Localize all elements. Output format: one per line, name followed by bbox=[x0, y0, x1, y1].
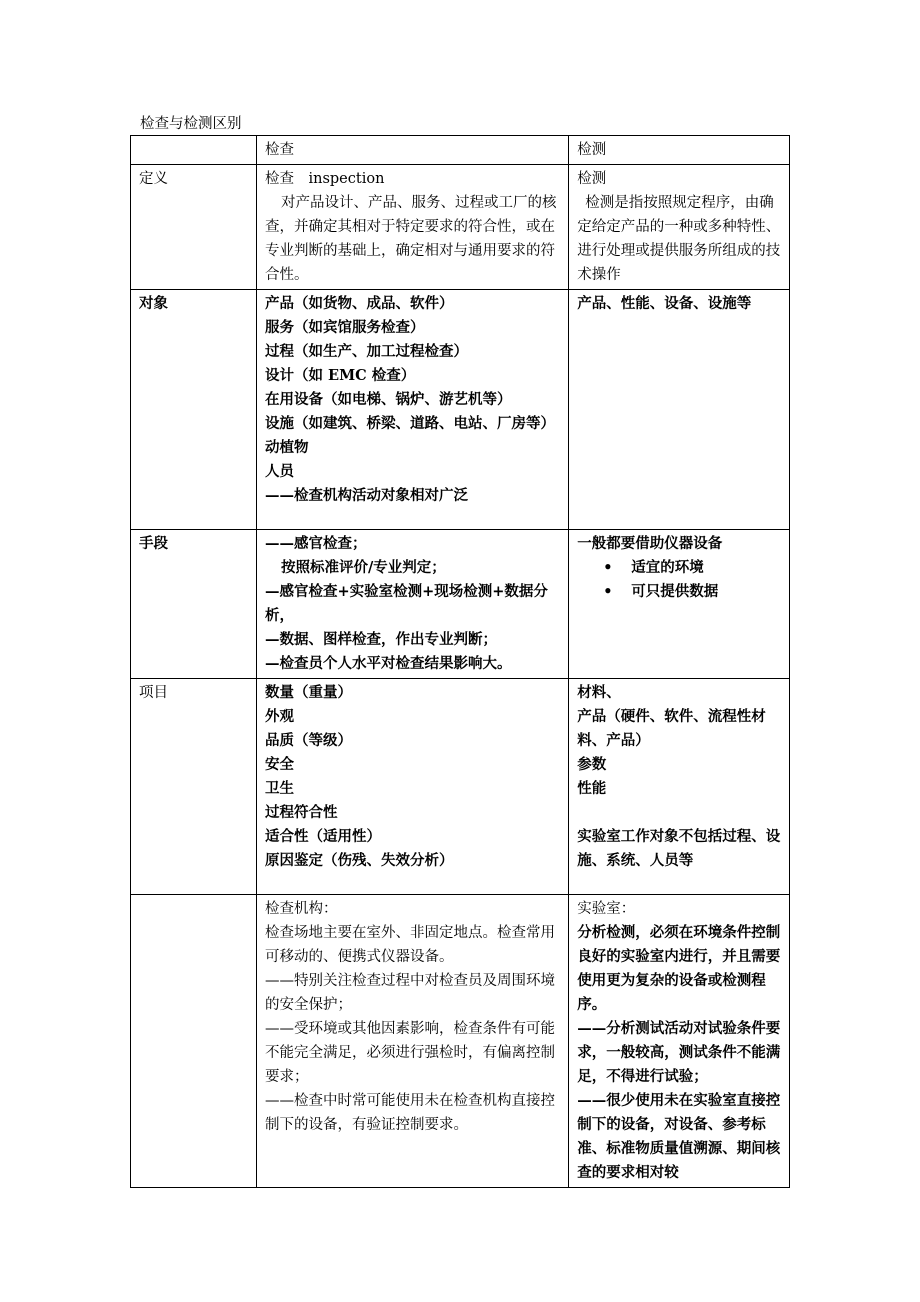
list-item: ——感官检查； bbox=[264, 535, 367, 552]
definition-testing-body: 检测是指按照规定程序，由确定给定产品的一种或多种特性、进行处理或提供服务所组成的技术操作 bbox=[577, 195, 781, 283]
facility-testing-cell bbox=[569, 895, 790, 1188]
items-inspection-cell bbox=[256, 679, 568, 895]
method-testing-cell bbox=[569, 530, 790, 679]
list-item: 一般都要借助仪器设备 bbox=[577, 535, 723, 552]
list-item: ——分析测试活动对试验条件要求，一般较高，测试条件不能满足，不得进行试验； bbox=[577, 1020, 781, 1085]
list-item: 过程符合性 bbox=[264, 804, 338, 821]
list-item: 设施（如建筑、桥梁、道路、电站、厂房等） bbox=[264, 415, 555, 432]
list-item: ——受环境或其他因素影响，检查条件有可能不能完全满足，必须进行强检时，有偏离控制要求； bbox=[264, 1021, 555, 1085]
list-item: 实验室工作对象不包括过程、设施、系统、人员等 bbox=[577, 828, 781, 869]
row-label: 项目 bbox=[131, 679, 257, 895]
bullet-dot-icon: • bbox=[603, 583, 613, 600]
list-item: 分析检测，必须在环境条件控制良好的实验室内进行，并且需要使用更为复杂的设备或检测程序。 bbox=[577, 924, 781, 1013]
list-item: 实验室： bbox=[577, 901, 636, 917]
list-item: 外观 bbox=[264, 708, 294, 725]
list-item: 过程（如生产、加工过程检查） bbox=[264, 343, 468, 360]
list-item-spacer bbox=[577, 801, 783, 825]
bullet-item bbox=[577, 580, 783, 604]
list-item: 检查机构： bbox=[264, 901, 338, 917]
header-cell-empty bbox=[131, 136, 257, 165]
list-item: 品质（等级） bbox=[264, 732, 352, 749]
table-row-items bbox=[131, 679, 790, 895]
list-item: ——特别关注检查过程中对检查员及周围环境的安全保护； bbox=[264, 973, 555, 1013]
list-item: 适合性（适用性） bbox=[264, 828, 381, 845]
list-item: 原因鉴定（伤残、失效分析） bbox=[264, 852, 454, 869]
list-item: 在用设备（如电梯、锅炉、游艺机等） bbox=[264, 391, 512, 408]
list-item: ——检查机构活动对象相对广泛 bbox=[264, 487, 468, 504]
object-testing-cell bbox=[569, 290, 790, 530]
list-item: 检查场地主要在室外、非固定地点。检查常用可移动的、便携式仪器设备。 bbox=[264, 925, 555, 965]
list-item: ——检查中时常可能使用未在检查机构直接控制下的设备，有验证控制要求。 bbox=[264, 1093, 555, 1133]
list-item: 参数 bbox=[577, 756, 607, 773]
list-item: 产品、性能、设备、设施等 bbox=[577, 295, 752, 312]
bullet-dot-icon: • bbox=[603, 559, 613, 576]
table-row-definition bbox=[131, 165, 790, 290]
header-cell-inspection: 检查 bbox=[256, 136, 568, 165]
list-item: ——很少使用未在实验室直接控制下的设备，对设备、参考标准、标准物质量值溯源、期间核查的要求相对较 bbox=[577, 1092, 781, 1181]
row-label: 定义 bbox=[131, 165, 257, 290]
page-title: 检查与检测区别 bbox=[140, 116, 242, 132]
row-label: 手段 bbox=[131, 530, 257, 679]
header-cell-testing: 检测 bbox=[569, 136, 790, 165]
table-row-object bbox=[131, 290, 790, 530]
comparison-table bbox=[130, 135, 790, 1188]
facility-inspection-cell bbox=[256, 895, 568, 1188]
bullet-text: 可只提供数据 bbox=[631, 583, 719, 600]
bullet-item bbox=[577, 556, 783, 580]
definition-inspection-body: 对产品设计、产品、服务、过程或工厂的核查，并确定其相对于特定要求的符合性，或在专业判断的基础上，确定相对与通用要求的符合性。 bbox=[264, 195, 557, 283]
list-item: 产品（如货物、成品、软件） bbox=[264, 295, 454, 312]
list-item: 卫生 bbox=[264, 780, 294, 797]
row-label: 对象 bbox=[131, 290, 257, 530]
list-item: 安全 bbox=[264, 756, 294, 773]
table-row-method bbox=[131, 530, 790, 679]
method-inspection-cell bbox=[256, 530, 568, 679]
list-item: 材料、 bbox=[577, 684, 621, 701]
bullet-text: 适宜的环境 bbox=[631, 559, 704, 576]
definition-testing-heading: 检测 bbox=[577, 171, 607, 187]
list-item: 服务（如宾馆服务检查） bbox=[264, 319, 425, 336]
table-row-facility bbox=[131, 895, 790, 1188]
list-item: —检查员个人水平对检查结果影响大。 bbox=[264, 655, 512, 672]
list-item: 动植物 bbox=[264, 439, 309, 456]
definition-inspection-cell bbox=[256, 165, 568, 290]
list-item: 设计（如 EMC 检查） bbox=[264, 367, 416, 384]
definition-testing-cell bbox=[569, 165, 790, 290]
object-inspection-cell bbox=[256, 290, 568, 530]
list-item: —感官检查+实验室检测+现场检测+数据分析， bbox=[264, 583, 548, 624]
list-item: 数量（重量） bbox=[264, 684, 352, 701]
list-item: 按照标准评价/专业判定； bbox=[280, 559, 446, 576]
row-label bbox=[131, 895, 257, 1188]
list-item: 性能 bbox=[577, 780, 607, 797]
table-header-row bbox=[131, 136, 790, 165]
list-item: —数据、图样检查，作出专业判断； bbox=[264, 631, 497, 648]
definition-inspection-heading: 检查 inspection bbox=[264, 171, 385, 187]
list-item: 产品（硬件、软件、流程性材料、产品） bbox=[577, 708, 766, 749]
list-item: 人员 bbox=[264, 463, 294, 480]
items-testing-cell bbox=[569, 679, 790, 895]
